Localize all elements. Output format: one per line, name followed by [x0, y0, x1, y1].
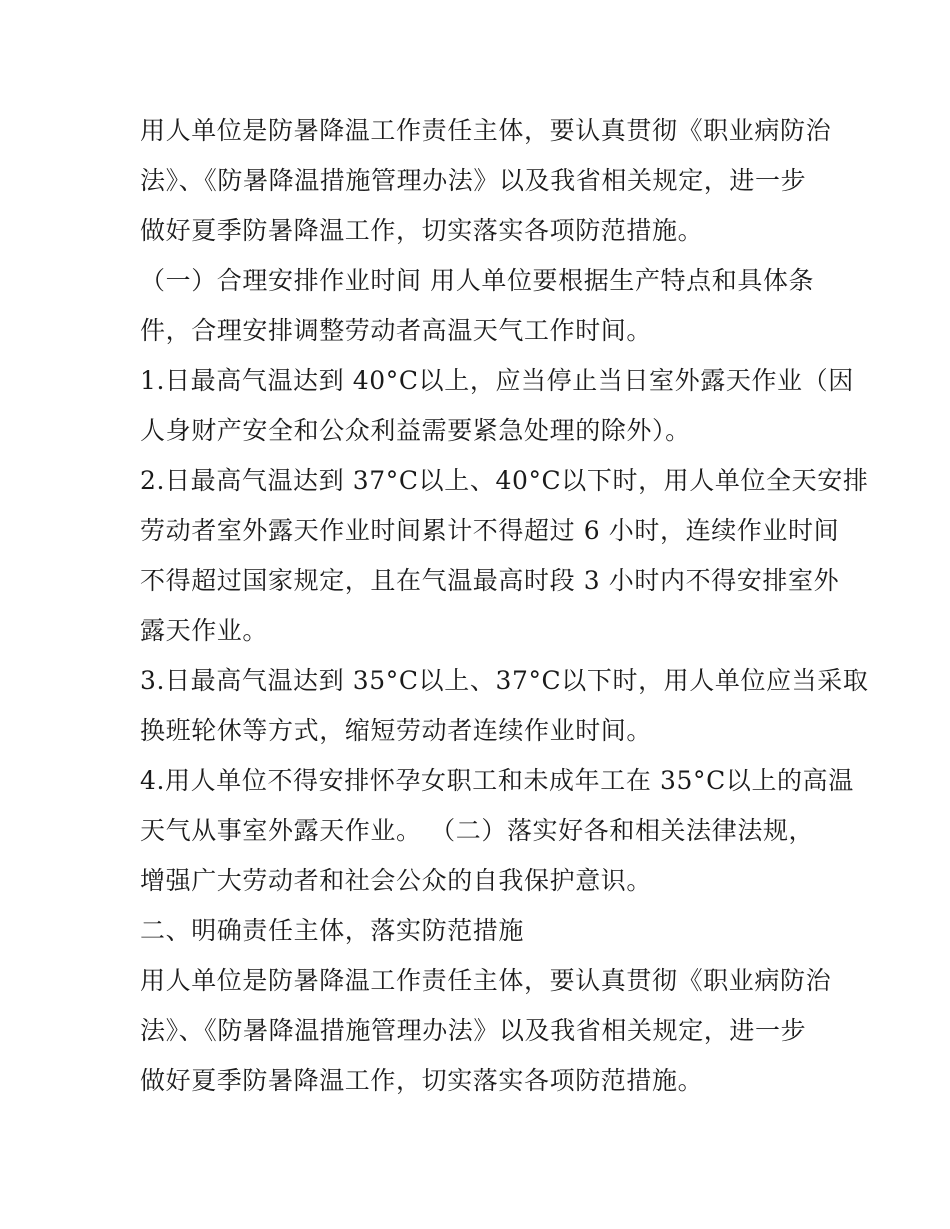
text-line: 3.日最高气温达到 35°C以上、37°C以下时，用人单位应当采取	[140, 666, 869, 695]
text-line: 件，合理安排调整劳动者高温天气工作时间。	[140, 316, 653, 345]
text-line: 劳动者室外露天作业时间累计不得超过 6 小时，连续作业时间	[140, 516, 840, 545]
text-line: 露天作业。	[140, 616, 269, 645]
text-line: 用人单位是防暑降温工作责任主体，要认真贯彻《职业病防治	[140, 966, 832, 995]
text-line: 法》、《防暑降温措施管理办法》以及我省相关规定，进一步	[140, 166, 807, 195]
text-line: 2.日最高气温达到 37°C以上、40°C以下时，用人单位全天安排	[140, 466, 869, 495]
text-line: 做好夏季防暑降温工作，切实落实各项防范措施。	[140, 1066, 704, 1095]
text-line: 天气从事室外露天作业。 （二）落实好各和相关法律法规，	[140, 816, 815, 845]
text-line: 法》、《防暑降温措施管理办法》以及我省相关规定，进一步	[140, 1016, 807, 1045]
text-line: 不得超过国家规定，且在气温最高时段 3 小时内不得安排室外	[140, 566, 840, 595]
text-line: 人身财产安全和公众利益需要紧急处理的除外）。	[140, 416, 691, 445]
text-line: 做好夏季防暑降温工作，切实落实各项防范措施。	[140, 216, 704, 245]
text-line: 1.日最高气温达到 40°C以上，应当停止当日室外露天作业（因	[140, 366, 854, 395]
text-line: （一）合理安排作业时间 用人单位要根据生产特点和具体条	[140, 266, 815, 295]
text-line: 4.用人单位不得安排怀孕女职工和未成年工在 35°C以上的高温	[140, 766, 854, 795]
section-heading: 二、明确责任主体，落实防范措施	[140, 916, 525, 945]
text-line: 用人单位是防暑降温工作责任主体，要认真贯彻《职业病防治	[140, 116, 832, 145]
text-line: 换班轮休等方式，缩短劳动者连续作业时间。	[140, 716, 653, 745]
document-body	[140, 106, 869, 1106]
text-line: 增强广大劳动者和社会公众的自我保护意识。	[140, 866, 653, 895]
